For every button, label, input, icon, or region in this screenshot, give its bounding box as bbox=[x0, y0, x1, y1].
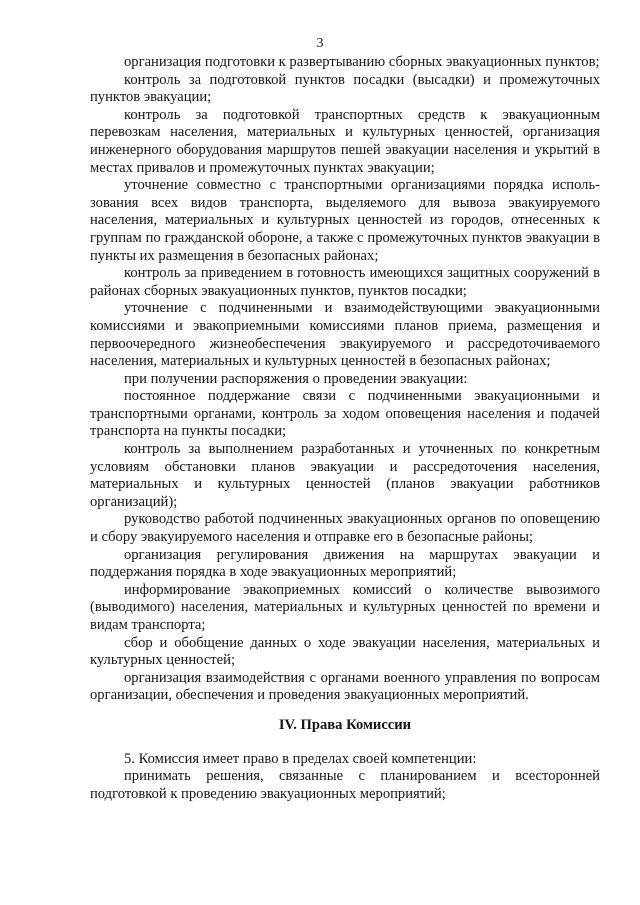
paragraph: организация взаимодействия с органами военного управления по вопросам организации, обеспечения и проведения эвакуационных мероприятий. bbox=[90, 669, 600, 704]
paragraph: контроль за подготовкой транспортных средств к эвакуационным перевозкам населения, материальных и культурных ценностей, организация инженерного оборудования маршрутов пешей эвакуации населения и укрытий в местах привалов и промежуточных пунктах эвакуации; bbox=[90, 106, 600, 176]
paragraph: сбор и обобщение данных о ходе эвакуации населения, материальных и культурных ценностей; bbox=[90, 634, 600, 669]
paragraph: организация регулирования движения на маршрутах эвакуации и поддержания порядка в ходе эвакуационных мероприятий; bbox=[90, 546, 600, 581]
paragraph: уточнение совместно с транспортными организациями порядка использования всех видов транспорта, выделяемого для вывоза эвакуируемого населения, материальных и культурных ценностей из городов, отнесенных к группам по гражданской обороне, а также с промежуточных пунктов эвакуации в пункты их размещения в безопасных районах; bbox=[90, 177, 600, 264]
paragraph: контроль за подготовкой пунктов посадки (высадки) и промежуточных пунктов эвакуации; bbox=[90, 71, 600, 106]
paragraph: 5. Комиссия имеет право в пределах своей компетенции: bbox=[124, 750, 477, 767]
paragraph: постоянное поддержание связи с подчиненными эвакуационными и транспортными органами, контроль за ходом оповещения населения и подачей транспорта на пункты посадки; bbox=[90, 388, 600, 440]
paragraph: при получении распоряжения о проведении эвакуации: bbox=[124, 370, 468, 387]
paragraph: уточнение с подчиненными и взаимодействующими эвакуационными комиссиями и эвакоприемными комиссиями планов приема, размещения и первоочередного жизнеобеспечения эвакуируемого и рассредоточиваемого населения, материальных и культурных ценностей в безопасных районах; bbox=[90, 300, 600, 370]
section-heading: IV. Права Комиссии bbox=[278, 716, 412, 733]
paragraph: организация подготовки к развертыванию сборных эвакуационных пунктов; bbox=[124, 54, 600, 70]
page-number: 3 bbox=[316, 36, 324, 51]
paragraph: информирование эвакоприемных комиссий о количестве вывозимого (выводимого) населения, материальных и культурных ценностей по времени и видам транспорта; bbox=[90, 581, 600, 633]
paragraph: руководство работой подчиненных эвакуационных органов по оповещению и сбору эвакуируемого населения и отправке его в безопасные районы; bbox=[90, 511, 600, 546]
paragraph: принимать решения, связанные с планированием и всесторонней подготовкой к проведению эвакуационных мероприятий; bbox=[90, 768, 600, 802]
document-body bbox=[90, 54, 600, 803]
paragraph: контроль за выполнением разработанных и уточненных по конкретным условиям обстановки планов эвакуации и рассредоточения населения, материальных и культурных ценностей (планов эвакуации работников организаций); bbox=[90, 441, 600, 510]
paragraph: контроль за приведением в готовность имеющихся защитных сооружений в районах сборных эвакуационных пунктов, пунктов посадки; bbox=[90, 265, 600, 299]
